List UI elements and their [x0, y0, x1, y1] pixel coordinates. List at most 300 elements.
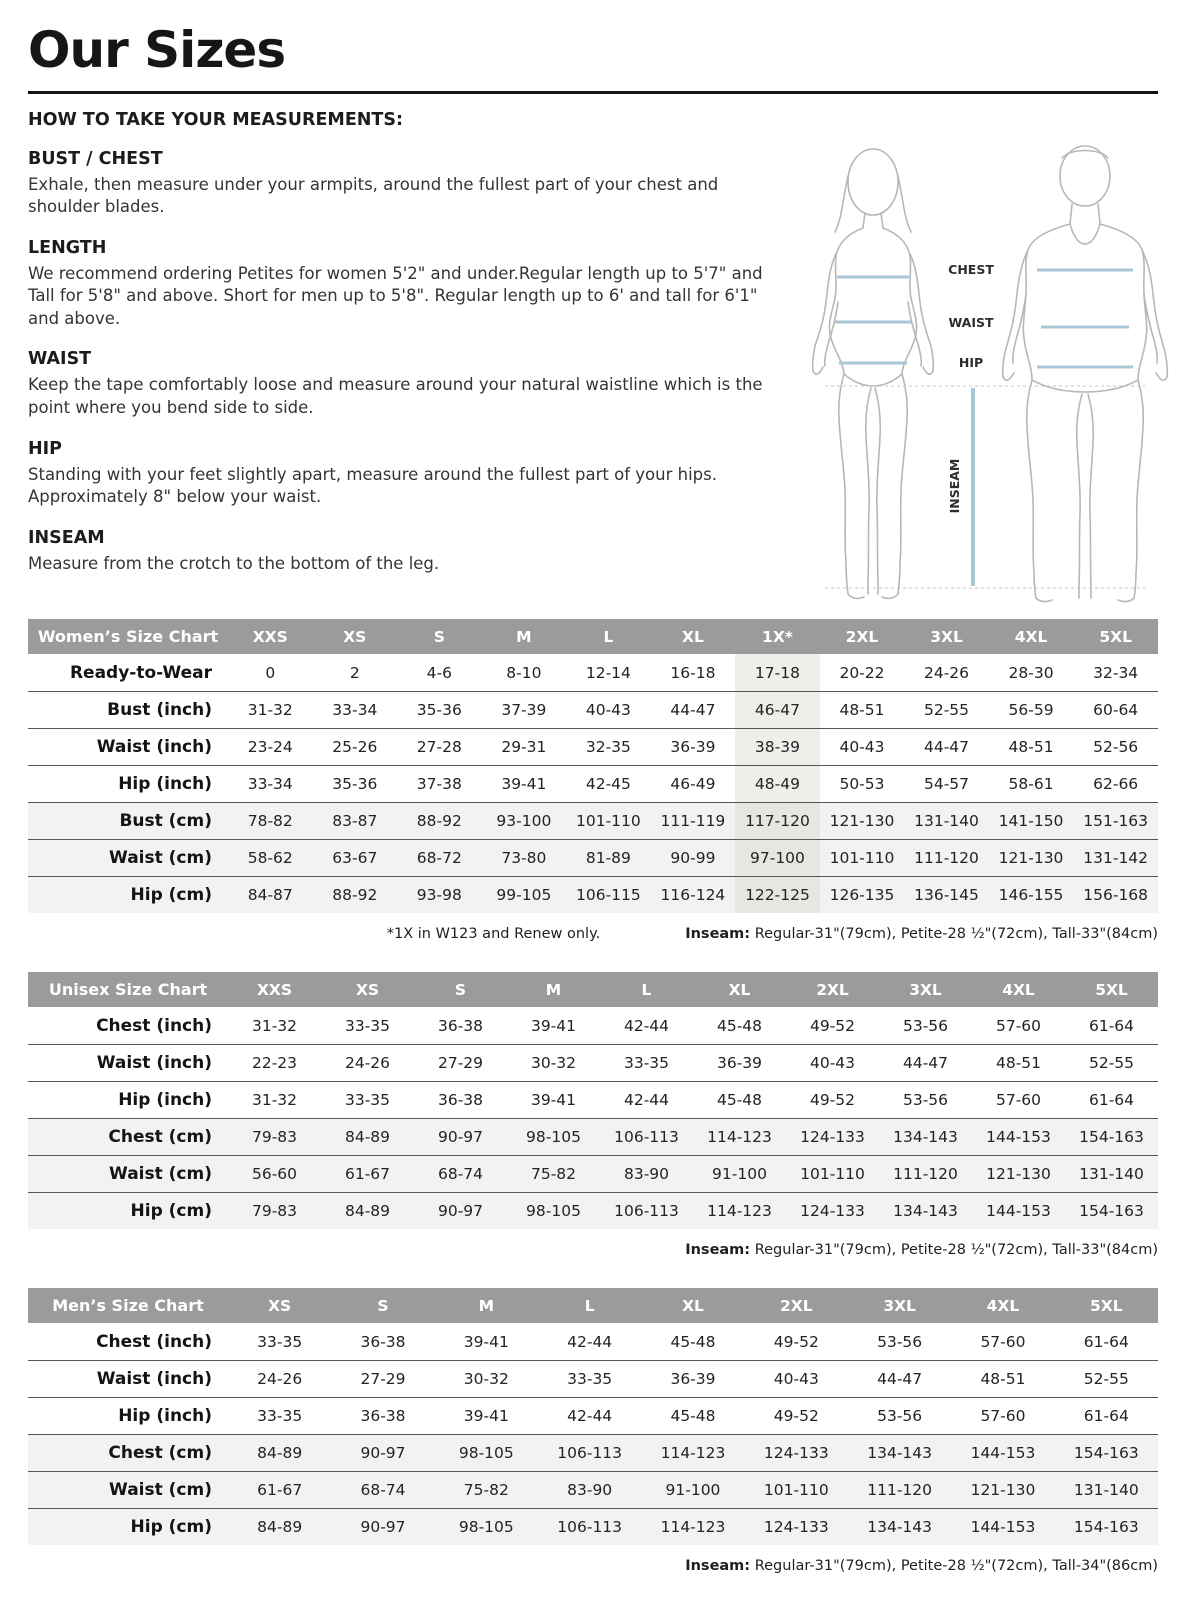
size-cell: 58-61 — [1008, 774, 1054, 793]
size-cell: 83-90 — [538, 1471, 641, 1508]
size-cell: 93-98 — [397, 876, 482, 913]
size-cell: 45-48 — [670, 1406, 716, 1425]
size-column-header: 5XL — [1065, 972, 1158, 1007]
size-cell: 111-120 — [904, 839, 989, 876]
size-cell: 37-38 — [416, 774, 462, 793]
size-cell: 38-39 — [735, 728, 820, 765]
size-cell: 30-32 — [463, 1369, 509, 1388]
size-cell: 90-97 — [414, 1118, 507, 1155]
size-cell: 42-44 — [567, 1332, 613, 1351]
size-cell: 61-64 — [1088, 1090, 1135, 1109]
section-heading: BUST / CHEST — [28, 148, 163, 169]
size-cell: 40-43 — [773, 1369, 819, 1388]
table-row — [28, 765, 1158, 802]
size-cell: 56-59 — [1008, 700, 1054, 719]
size-cell: 154-163 — [1055, 1434, 1158, 1471]
row-label: Waist (cm) — [28, 1155, 228, 1192]
size-cell: 33-35 — [257, 1406, 303, 1425]
table-row — [28, 1360, 1158, 1397]
size-cell: 101-110 — [745, 1471, 848, 1508]
size-column-header: 5XL — [1073, 619, 1158, 654]
size-cell: 101-110 — [566, 802, 651, 839]
size-cell: 121-130 — [989, 839, 1074, 876]
size-column-header: 3XL — [879, 972, 972, 1007]
size-cell: 45-48 — [716, 1090, 763, 1109]
size-cell: 101-110 — [820, 839, 905, 876]
size-column-header: L — [600, 972, 693, 1007]
size-cell: 40-43 — [585, 700, 631, 719]
section-body: We recommend ordering Petites for women 5'2" and under.Regular length up to 5'7" and Tall for 5'8" and above. Short for men up to 5'8". Regular length up to 6' and tall for 6'1" and above. — [28, 263, 763, 328]
size-cell: 131-140 — [904, 802, 989, 839]
size-cell: 134-143 — [879, 1118, 972, 1155]
table-footnotes — [28, 926, 1158, 942]
size-cell: 73-80 — [482, 839, 567, 876]
title-divider — [28, 91, 1158, 94]
section-body: Exhale, then measure under your armpits, around the fullest part of your chest and shoulder blades. — [28, 174, 719, 217]
size-cell: 56-60 — [228, 1155, 321, 1192]
size-cell: 121-130 — [820, 802, 905, 839]
row-label: Chest (inch) — [96, 1331, 212, 1352]
size-cell: 50-53 — [839, 774, 885, 793]
page-title: Our Sizes — [28, 21, 286, 79]
row-label: Waist (inch) — [96, 736, 212, 757]
row-label: Chest (cm) — [28, 1434, 228, 1471]
size-cell: 36-39 — [670, 737, 716, 756]
size-column-header: 5XL — [1055, 1288, 1158, 1323]
size-cell: 31-32 — [251, 1016, 298, 1035]
section-body: Keep the tape comfortably loose and measure around your natural waistline which is the point where you bend side to side. — [28, 375, 763, 418]
size-cell: 33-35 — [567, 1369, 613, 1388]
row-label: Waist (cm) — [28, 1471, 228, 1508]
unisex-size-chart-table — [28, 972, 1158, 1229]
size-cell: 124-133 — [786, 1118, 879, 1155]
size-cell: 35-36 — [416, 700, 462, 719]
size-column-header: 2XL — [745, 1288, 848, 1323]
size-cell: 84-89 — [228, 1508, 331, 1545]
table-row — [28, 1118, 1158, 1155]
size-cell: 53-56 — [902, 1016, 949, 1035]
table-row — [28, 728, 1158, 765]
row-label: Ready-to-Wear — [69, 662, 212, 683]
footnote-inseam: Inseam: Regular-31"(79cm), Petite-28 ½"(72cm), Tall-34"(86cm) — [685, 1558, 1158, 1575]
size-cell: 33-35 — [257, 1332, 303, 1351]
table-row — [28, 1192, 1158, 1229]
size-column-header: XXS — [228, 619, 313, 654]
inseam-label: INSEAM — [947, 458, 962, 514]
size-cell: 134-143 — [848, 1508, 951, 1545]
size-cell: 90-97 — [331, 1508, 434, 1545]
table-row — [28, 839, 1158, 876]
size-column-header: XXS — [228, 972, 321, 1007]
size-cell: 57-60 — [995, 1090, 1042, 1109]
size-column-header: 3XL — [848, 1288, 951, 1323]
section-heading: WAIST — [28, 349, 92, 370]
row-label: Waist (inch) — [96, 1052, 212, 1073]
size-cell: 42-44 — [623, 1090, 670, 1109]
size-column-header: 1X* — [735, 619, 820, 654]
footnote-inseam: Inseam: Regular-31"(79cm), Petite-28 ½"(72cm), Tall-33"(84cm) — [685, 926, 1158, 943]
size-cell: 78-82 — [228, 802, 313, 839]
table-row — [28, 1508, 1158, 1545]
size-cell: 97-100 — [735, 839, 820, 876]
size-cell: 106-113 — [538, 1508, 641, 1545]
size-cell: 75-82 — [507, 1155, 600, 1192]
table-row — [28, 1397, 1158, 1434]
size-cell: 49-52 — [773, 1332, 819, 1351]
table-row — [28, 1471, 1158, 1508]
section-body: Measure from the crotch to the bottom of the leg. — [28, 553, 440, 573]
size-cell: 39-41 — [463, 1332, 509, 1351]
row-label: Hip (inch) — [118, 1405, 212, 1426]
size-cell: 111-119 — [651, 802, 736, 839]
section-inseam — [28, 528, 770, 576]
size-cell: 52-56 — [1093, 737, 1139, 756]
size-cell: 33-35 — [623, 1053, 670, 1072]
size-cell: 36-38 — [437, 1016, 484, 1035]
size-column-header: XS — [321, 972, 414, 1007]
size-cell: 35-36 — [332, 774, 378, 793]
size-cell: 136-145 — [904, 876, 989, 913]
size-cell: 27-29 — [360, 1369, 406, 1388]
size-column-header: S — [397, 619, 482, 654]
section-hip — [28, 439, 770, 509]
man-figure-outline — [1003, 146, 1168, 602]
how-to-heading: HOW TO TAKE YOUR MEASUREMENTS: — [28, 109, 403, 130]
size-column-header: 2XL — [786, 972, 879, 1007]
size-cell: 83-87 — [313, 802, 398, 839]
size-cell: 106-115 — [566, 876, 651, 913]
size-cell: 36-38 — [437, 1090, 484, 1109]
measurement-instructions — [28, 110, 770, 576]
size-cell: 53-56 — [877, 1406, 923, 1425]
size-cell: 121-130 — [972, 1155, 1065, 1192]
size-cell: 61-64 — [1088, 1016, 1135, 1035]
size-cell: 44-47 — [902, 1053, 949, 1072]
waist-label: WAIST — [948, 315, 994, 330]
size-cell: 24-26 — [344, 1053, 391, 1072]
size-cell: 12-14 — [585, 663, 631, 682]
table-row — [28, 1044, 1158, 1081]
size-cell: 31-32 — [251, 1090, 298, 1109]
section-heading: HIP — [28, 438, 62, 459]
table-row — [28, 1323, 1158, 1360]
unisex-size-chart-block — [28, 972, 1158, 1258]
size-cell: 48-51 — [1008, 737, 1054, 756]
size-cell: 54-57 — [923, 774, 970, 793]
size-cell: 22-23 — [251, 1053, 298, 1072]
figures-illustration — [785, 136, 1175, 606]
size-cell: 49-52 — [773, 1406, 819, 1425]
table-row — [28, 1155, 1158, 1192]
size-cell: 33-34 — [247, 774, 293, 793]
size-column-header: 2XL — [820, 619, 905, 654]
size-column-header: XL — [651, 619, 736, 654]
size-cell: 36-39 — [670, 1369, 716, 1388]
size-cell: 52-55 — [1088, 1053, 1135, 1072]
size-cell: 124-133 — [786, 1192, 879, 1229]
size-cell: 111-120 — [848, 1471, 951, 1508]
size-cell: 24-26 — [257, 1369, 303, 1388]
size-cell: 154-163 — [1055, 1508, 1158, 1545]
size-cell: 144-153 — [972, 1192, 1065, 1229]
size-column-header: M — [507, 972, 600, 1007]
size-cell: 117-120 — [735, 802, 820, 839]
table-row — [28, 876, 1158, 913]
row-label: Hip (inch) — [118, 1089, 212, 1110]
table-title: Men’s Size Chart — [28, 1288, 228, 1323]
section-waist — [28, 349, 770, 419]
size-cell: 68-74 — [414, 1155, 507, 1192]
size-cell: 154-163 — [1065, 1118, 1158, 1155]
row-label: Waist (inch) — [96, 1368, 212, 1389]
size-cell: 146-155 — [989, 876, 1074, 913]
dashed-guide-lines — [825, 386, 1145, 588]
size-cell: 61-64 — [1083, 1406, 1129, 1425]
row-label: Hip (cm) — [28, 876, 228, 913]
size-cell: 46-49 — [670, 774, 716, 793]
size-cell: 39-41 — [463, 1406, 509, 1425]
size-cell: 122-125 — [735, 876, 820, 913]
row-label: Hip (cm) — [28, 1508, 228, 1545]
size-cell: 48-51 — [839, 700, 885, 719]
size-cell: 42-45 — [585, 774, 631, 793]
table-row — [28, 654, 1158, 691]
size-cell: 90-97 — [331, 1434, 434, 1471]
woman-figure-outline — [813, 149, 934, 598]
size-cell: 48-49 — [735, 765, 820, 802]
mens-size-chart-block — [28, 1288, 1158, 1574]
size-cell: 17-18 — [735, 654, 820, 691]
size-cell: 52-55 — [1083, 1369, 1129, 1388]
size-cell: 99-105 — [482, 876, 567, 913]
size-cell: 0 — [265, 663, 276, 682]
women-size-chart-table — [28, 619, 1158, 913]
footnote-star: *1X in W123 and Renew only. — [386, 926, 601, 943]
size-cell: 134-143 — [879, 1192, 972, 1229]
size-column-header: M — [482, 619, 567, 654]
size-cell: 121-130 — [951, 1471, 1054, 1508]
size-cell: 36-39 — [716, 1053, 763, 1072]
size-column-header: 4XL — [972, 972, 1065, 1007]
size-column-header: XL — [641, 1288, 744, 1323]
size-cell: 32-34 — [1093, 663, 1139, 682]
size-column-header: XS — [228, 1288, 331, 1323]
size-cell: 81-89 — [566, 839, 651, 876]
size-cell: 75-82 — [435, 1471, 538, 1508]
header-row — [28, 619, 1158, 654]
size-cell: 79-83 — [228, 1118, 321, 1155]
table-footnotes — [28, 1242, 1158, 1258]
chest-label: CHEST — [948, 262, 994, 277]
size-cell: 98-105 — [435, 1434, 538, 1471]
size-cell: 79-83 — [228, 1192, 321, 1229]
size-cell: 106-113 — [538, 1434, 641, 1471]
size-cell: 91-100 — [641, 1471, 744, 1508]
size-cell: 53-56 — [902, 1090, 949, 1109]
section-heading: LENGTH — [28, 237, 107, 258]
section-length — [28, 238, 770, 331]
size-column-header: M — [435, 1288, 538, 1323]
size-cell: 61-67 — [321, 1155, 414, 1192]
size-cell: 154-163 — [1065, 1192, 1158, 1229]
size-cell: 131-142 — [1073, 839, 1158, 876]
table-row — [28, 802, 1158, 839]
size-cell: 60-64 — [1093, 700, 1139, 719]
size-cell: 101-110 — [786, 1155, 879, 1192]
size-cell: 39-41 — [501, 774, 547, 793]
table-row — [28, 691, 1158, 728]
header-row — [28, 972, 1158, 1007]
size-cell: 52-55 — [923, 700, 970, 719]
body-measurement-diagram — [785, 136, 1175, 606]
size-cell: 106-113 — [600, 1192, 693, 1229]
size-cell: 53-56 — [877, 1332, 923, 1351]
size-cell: 93-100 — [482, 802, 567, 839]
size-cell: 29-31 — [501, 737, 547, 756]
men-size-chart-table — [28, 1288, 1158, 1545]
size-cell: 114-123 — [641, 1434, 744, 1471]
size-cell: 32-35 — [585, 737, 631, 756]
size-cell: 116-124 — [651, 876, 736, 913]
size-cell: 4-6 — [426, 663, 452, 682]
size-cell: 90-97 — [414, 1192, 507, 1229]
section-body: Standing with your feet slightly apart, measure around the fullest part of your hips. Approximately 8" below your waist. — [28, 464, 717, 507]
size-cell: 68-74 — [331, 1471, 434, 1508]
section-heading: INSEAM — [28, 527, 105, 548]
size-column-header: S — [414, 972, 507, 1007]
size-cell: 98-105 — [435, 1508, 538, 1545]
table-row — [28, 1081, 1158, 1118]
size-cell: 30-32 — [530, 1053, 577, 1072]
table-row — [28, 1007, 1158, 1044]
size-cell: 144-153 — [951, 1508, 1054, 1545]
size-cell: 46-47 — [735, 691, 820, 728]
size-cell: 36-38 — [360, 1332, 406, 1351]
size-cell: 124-133 — [745, 1508, 848, 1545]
size-cell: 57-60 — [980, 1332, 1026, 1351]
size-cell: 58-62 — [228, 839, 313, 876]
size-cell: 33-35 — [344, 1090, 391, 1109]
size-cell: 83-90 — [600, 1155, 693, 1192]
size-cell: 42-44 — [623, 1016, 670, 1035]
size-column-header: XS — [313, 619, 398, 654]
row-label: Hip (inch) — [118, 773, 212, 794]
size-column-header: L — [538, 1288, 641, 1323]
table-footnotes — [28, 1558, 1158, 1574]
size-cell: 111-120 — [879, 1155, 972, 1192]
size-cell: 91-100 — [693, 1155, 786, 1192]
size-cell: 39-41 — [530, 1016, 577, 1035]
size-cell: 63-67 — [313, 839, 398, 876]
size-column-header: 4XL — [989, 619, 1074, 654]
size-cell: 31-32 — [247, 700, 293, 719]
size-cell: 151-163 — [1073, 802, 1158, 839]
size-cell: 49-52 — [809, 1090, 856, 1109]
size-cell: 84-89 — [321, 1118, 414, 1155]
size-cell: 44-47 — [923, 737, 970, 756]
size-column-header: S — [331, 1288, 434, 1323]
womens-size-chart-block — [28, 619, 1158, 942]
size-cell: 90-99 — [651, 839, 736, 876]
size-cell: 88-92 — [313, 876, 398, 913]
size-cell: 39-41 — [530, 1090, 577, 1109]
size-cell: 20-22 — [839, 663, 885, 682]
size-cell: 2 — [349, 663, 360, 682]
size-cell: 57-60 — [980, 1406, 1026, 1425]
row-label: Chest (inch) — [96, 1015, 212, 1036]
size-cell: 40-43 — [839, 737, 885, 756]
size-column-header: L — [566, 619, 651, 654]
footnote-inseam: Inseam: Regular-31"(79cm), Petite-28 ½"(72cm), Tall-33"(84cm) — [685, 1242, 1158, 1259]
size-cell: 48-51 — [995, 1053, 1042, 1072]
size-column-header: 3XL — [904, 619, 989, 654]
size-cell: 33-35 — [344, 1016, 391, 1035]
size-column-header: 4XL — [951, 1288, 1054, 1323]
row-label: Hip (cm) — [28, 1192, 228, 1229]
size-cell: 62-66 — [1093, 774, 1139, 793]
table-title: Unisex Size Chart — [28, 972, 228, 1007]
size-cell: 134-143 — [848, 1434, 951, 1471]
size-cell: 126-135 — [820, 876, 905, 913]
size-cell: 98-105 — [507, 1192, 600, 1229]
size-cell: 8-10 — [506, 663, 542, 682]
size-cell: 61-64 — [1083, 1332, 1129, 1351]
size-cell: 23-24 — [247, 737, 293, 756]
size-cell: 57-60 — [995, 1016, 1042, 1035]
table-title: Women’s Size Chart — [28, 619, 228, 654]
size-cell: 131-140 — [1055, 1471, 1158, 1508]
size-cell: 131-140 — [1065, 1155, 1158, 1192]
size-cell: 84-87 — [228, 876, 313, 913]
size-cell: 48-51 — [980, 1369, 1026, 1388]
row-label: Bust (inch) — [107, 699, 212, 720]
size-cell: 24-26 — [923, 663, 970, 682]
size-cell: 124-133 — [745, 1434, 848, 1471]
size-cell: 49-52 — [809, 1016, 856, 1035]
size-cell: 61-67 — [228, 1471, 331, 1508]
size-cell: 36-38 — [360, 1406, 406, 1425]
size-cell: 25-26 — [332, 737, 378, 756]
size-cell: 114-123 — [693, 1118, 786, 1155]
table-row — [28, 1434, 1158, 1471]
size-column-header: XL — [693, 972, 786, 1007]
row-label: Bust (cm) — [28, 802, 228, 839]
size-cell: 114-123 — [641, 1508, 744, 1545]
size-cell: 28-30 — [1008, 663, 1054, 682]
size-cell: 37-39 — [501, 700, 547, 719]
row-label: Chest (cm) — [28, 1118, 228, 1155]
size-cell: 144-153 — [951, 1434, 1054, 1471]
size-cell: 98-105 — [507, 1118, 600, 1155]
size-cell: 68-72 — [397, 839, 482, 876]
size-cell: 33-34 — [332, 700, 378, 719]
size-cell: 44-47 — [670, 700, 716, 719]
hip-label: HIP — [958, 355, 984, 370]
size-cell: 45-48 — [670, 1332, 716, 1351]
size-cell: 84-89 — [228, 1434, 331, 1471]
size-cell: 45-48 — [716, 1016, 763, 1035]
size-cell: 27-28 — [416, 737, 462, 756]
header-row — [28, 1288, 1158, 1323]
size-cell: 156-168 — [1073, 876, 1158, 913]
size-cell: 16-18 — [670, 663, 716, 682]
size-cell: 88-92 — [397, 802, 482, 839]
size-cell: 42-44 — [567, 1406, 613, 1425]
size-cell: 114-123 — [693, 1192, 786, 1229]
size-cell: 144-153 — [972, 1118, 1065, 1155]
size-cell: 106-113 — [600, 1118, 693, 1155]
size-cell: 27-29 — [437, 1053, 484, 1072]
